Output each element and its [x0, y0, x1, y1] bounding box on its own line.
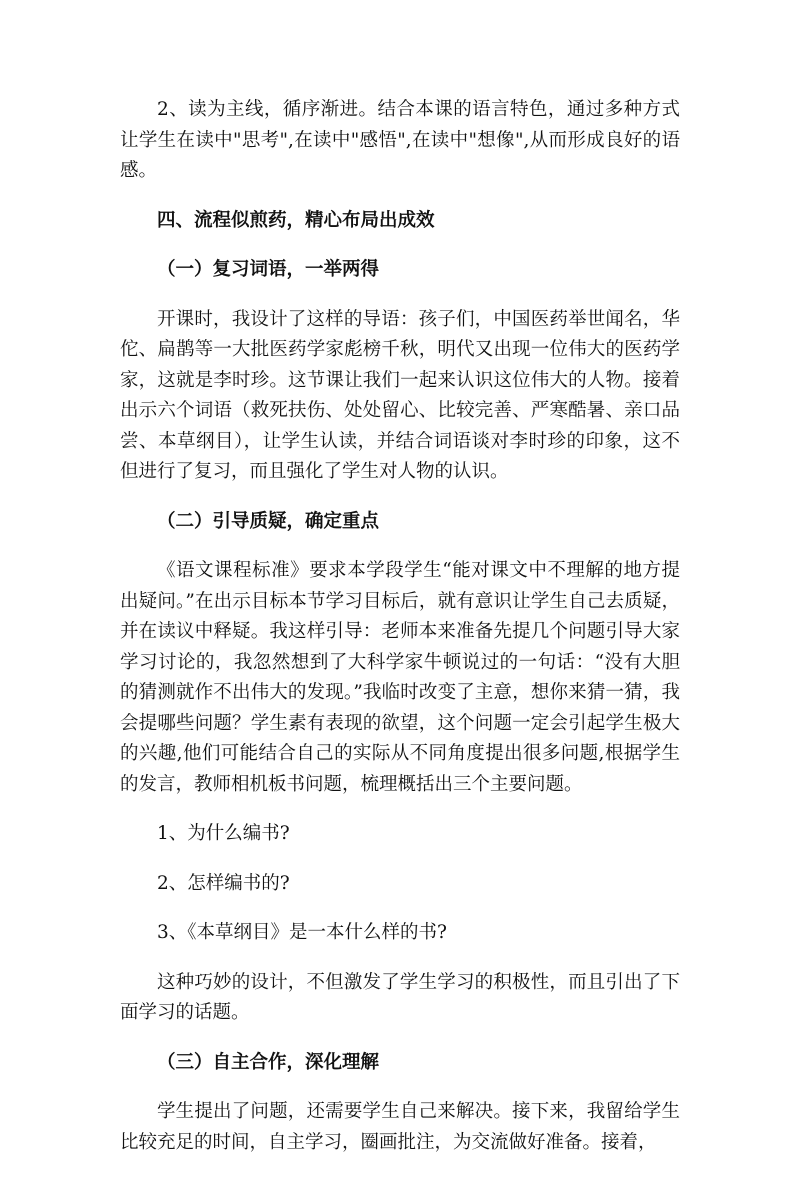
question-item-2: 2、怎样编书的? [157, 872, 290, 894]
paragraph-design-effect: 这种巧妙的设计，不但激发了学生学习的积极性，而且引出了下面学习的话题。 [120, 971, 680, 1023]
paragraph-self-study: 学生提出了问题，还需要学生自己来解决。接下来，我留给学生比较充足的时间，自主学习，圈画批注，为交流做好准备。接着， [120, 1101, 680, 1153]
subheading-guide-questions: （二）引导质疑，确定重点 [157, 510, 380, 532]
paragraph-lesson-intro: 开课时，我设计了这样的导语：孩子们，中国医药举世闻名，华佗、扁鹊等一大批医药学家彪榜千秋，明代又出现一位伟大的医药学家，这就是李时珍。这节课让我们一起来认识这位伟大的人物。接着出示六个词语（救死扶伤、处处留心、比较完善、严寒酷暑、亲口品尝、本草纲目），让学生认读，并结合词语谈对李时珍的印象，这不但进行了复习，而且强化了学生对人物的认识。 [120, 308, 680, 482]
paragraph-curriculum-standard: 《语文课程标准》要求本学段学生“能对课文中不理解的地方提出疑问。”在出示目标本节学习目标后，就有意识让学生自己去质疑，并在读议中释疑。我这样引导：老师本来准备先提几个问题引导大家学习讨论的，我忽然想到了大科学家牛顿说过的一句话：“没有大胆的猜测就作不出伟大的发现。”我临时改变了主意，想你来猜一猜，我会提哪些问题？学生素有表现的欲望，这个问题一定会引起学生极大的兴趣,他们可能结合自己的实际从不同角度提出很多问题,根据学生的发言，教师相机板书问题，梳理概括出三个主要问题。 [120, 560, 680, 795]
subheading-cooperation: （三）自主合作，深化理解 [157, 1051, 380, 1073]
question-item-3: 3、《本草纲目》是一本什么样的书? [157, 922, 447, 943]
subheading-review-words: （一）复习词语，一举两得 [157, 259, 380, 280]
paragraph-reading-main-line: 2、读为主线，循序渐进。结合本课的语言特色，通过多种方式让学生在读中"思考",在读中"感悟",在读中"想像",从而形成良好的语感。 [120, 99, 680, 181]
section-heading-four: 四、流程似煎药，精心布局出成效 [157, 209, 435, 231]
document-page [120, 95, 680, 1177]
question-item-1: 1、为什么编书? [157, 823, 290, 844]
